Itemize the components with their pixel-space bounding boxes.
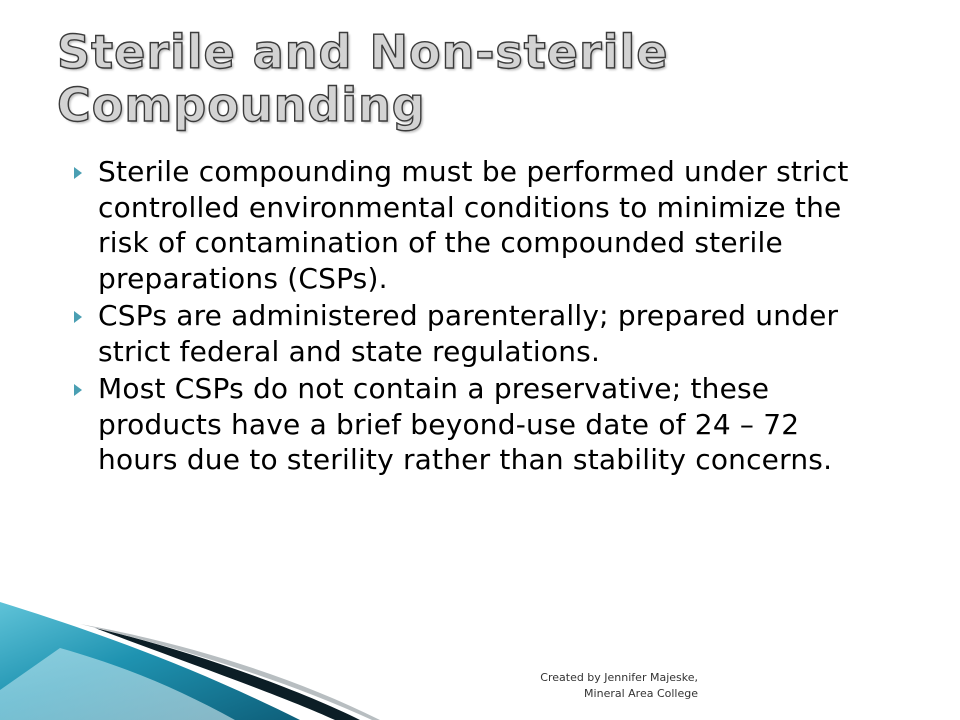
credit-author: Created by Jennifer Majeske, [540, 671, 698, 684]
bullet-list [60, 154, 880, 480]
bullet-text: CSPs are administered parenterally; prepared under strict federal and state regulations. [98, 299, 839, 368]
bullet-item [60, 371, 880, 478]
bullet-item [60, 154, 880, 296]
bullet-item [60, 298, 880, 369]
triangle-bullet-icon [74, 384, 82, 396]
credit-institution: Mineral Area College [584, 687, 698, 700]
triangle-bullet-icon [74, 167, 82, 179]
bullet-text: Sterile compounding must be performed under strict controlled environmental conditions to minimize the risk of contamination of the compounded sterile preparations (CSPs). [98, 155, 849, 295]
slide-title: Sterile and Non-sterile Compounding [57, 25, 669, 132]
bullet-text: Most CSPs do not contain a preservative; these products have a brief beyond-use date of 24 – 72 hours due to sterility rather than stability concerns. [98, 372, 833, 476]
triangle-bullet-icon [74, 311, 82, 323]
credit-footer [470, 670, 698, 702]
